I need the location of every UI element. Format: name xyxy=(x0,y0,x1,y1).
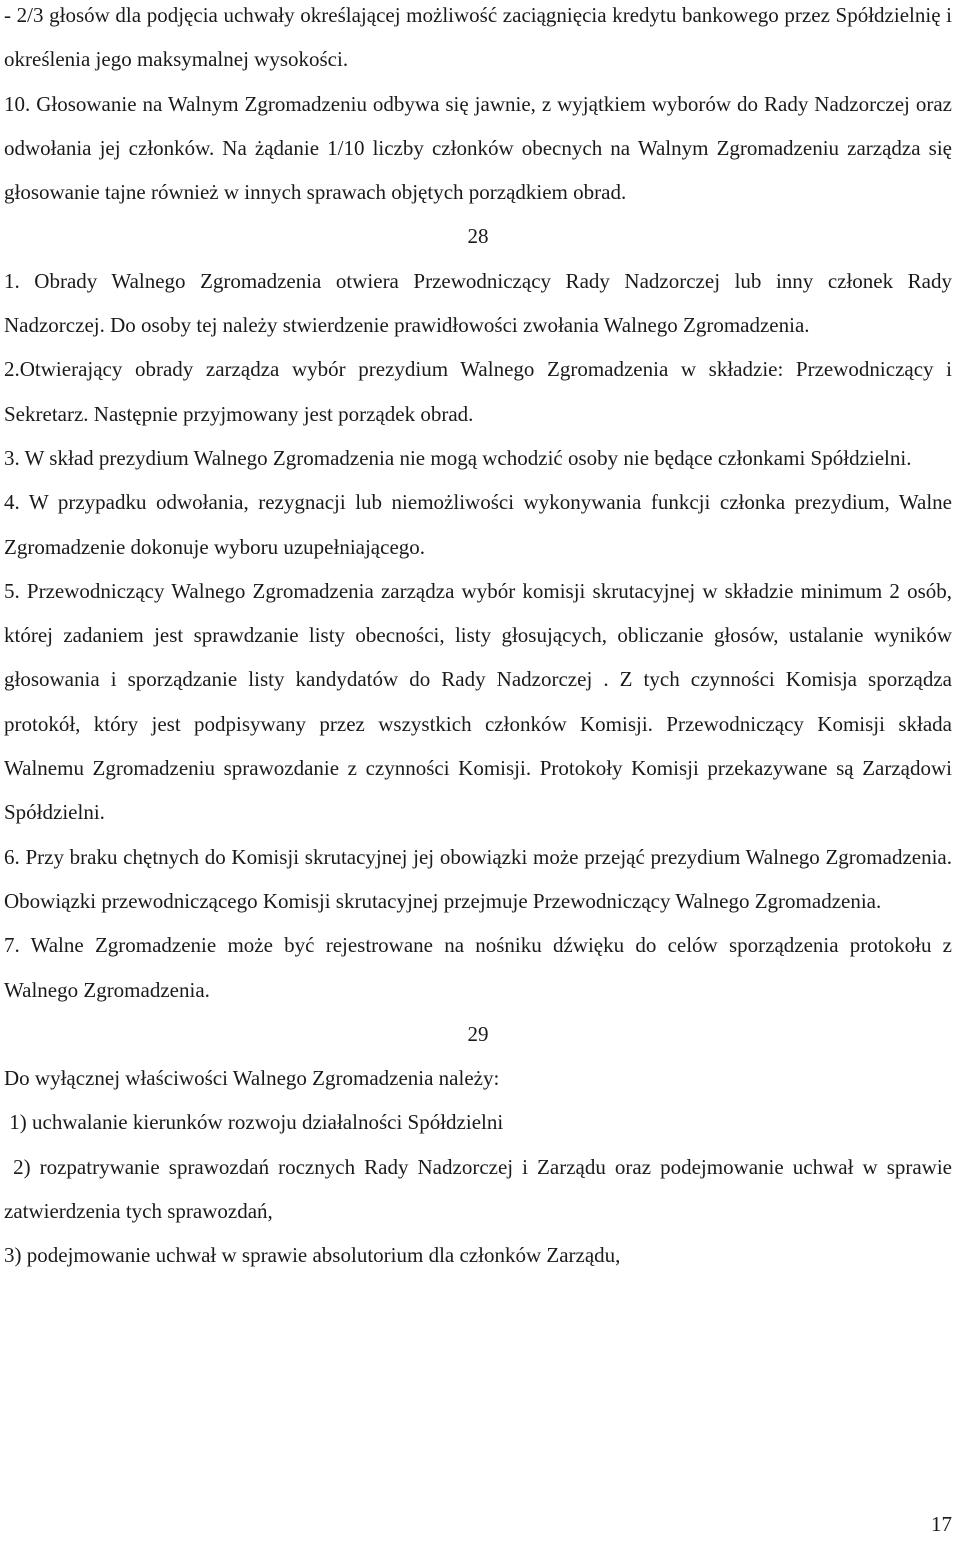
paragraph-10-voting: 10. Głosowanie na Walnym Zgromadzeniu odbywa się jawnie, z wyjątkiem wyborów do Rady Nadzorczej oraz odwołania jej członków. Na żądanie 1/10 liczby członków obecnych na Walnym Zgromadzeniu zarządza się głosowanie tajne również w innych sprawach objętych porządkiem obrad. xyxy=(4,91,952,205)
paragraph-2-3-votes: - 2/3 głosów dla podjęcia uchwały określającej możliwość zaciągnięcia kredytu bankowego przez Spółdzielnię i określenia jego maksymalnej wysokości. xyxy=(4,3,952,72)
list-item-29-1: 1) uchwalanie kierunków rozwoju działalności Spółdzielni xyxy=(4,1110,504,1135)
document-body xyxy=(4,0,958,1278)
paragraph-28-5: 5. Przewodniczący Walnego Zgromadzenia zarządza wybór komisji skrutacyjnej w składzie minimum 2 osób, której zadaniem jest sprawdzanie listy obecności, listy głosujących, obliczanie głosów, ustalanie wyników głosowania i sporządzanie listy kandydatów do Rady Nadzorczej . Z tych czynności Komisja sporządza protokół, który jest podpisywany przez wszystkich członków Komisji. Przewodniczący Komisji składa Walnemu Zgromadzeniu sprawozdanie z czynności Komisji. Protokoły Komisji przekazywane są Zarządowi Spółdzielni. xyxy=(4,578,952,825)
list-item-29-3: 3) podejmowanie uchwał w sprawie absolutorium dla członków Zarządu, xyxy=(4,1243,621,1268)
section-heading-28: 28 xyxy=(467,224,489,249)
page-number: 17 xyxy=(931,1512,952,1536)
paragraph-29-intro: Do wyłącznej właściwości Walnego Zgromadzenia należy: xyxy=(4,1066,500,1091)
paragraph-28-7: 7. Walne Zgromadzenie może być rejestrowane na nośniku dźwięku do celów sporządzenia protokołu z Walnego Zgromadzenia. xyxy=(4,933,952,1002)
section-heading-29: 29 xyxy=(467,1021,489,1046)
paragraph-28-4: 4. W przypadku odwołania, rezygnacji lub niemożliwości wykonywania funkcji członka prezydium, Walne Zgromadzenie dokonuje wyboru uzupełniającego. xyxy=(4,490,952,559)
paragraph-28-2: 2.Otwierający obrady zarządza wybór prezydium Walnego Zgromadzenia w składzie: Przewodniczący i Sekretarz. Następnie przyjmowany jest porządek obrad. xyxy=(4,357,952,426)
paragraph-28-1: 1. Obrady Walnego Zgromadzenia otwiera Przewodniczący Rady Nadzorczej lub inny członek Rady Nadzorczej. Do osoby tej należy stwierdzenie prawidłowości zwołania Walnego Zgromadzenia. xyxy=(4,268,952,338)
paragraph-28-6: 6. Przy braku chętnych do Komisji skrutacyjnej jej obowiązki może przejąć prezydium Walnego Zgromadzenia. Obowiązki przewodniczącego Komisji skrutacyjnej przejmuje Przewodniczący Walnego Zgromadzenia. xyxy=(4,844,952,913)
paragraph-28-3: 3. W skład prezydium Walnego Zgromadzenia nie mogą wchodzić osoby nie będące członkami Spółdzielni. xyxy=(4,445,912,470)
list-item-29-2: 2) rozpatrywanie sprawozdań rocznych Rady Nadzorczej i Zarządu oraz podejmowanie uchwał w sprawie zatwierdzenia tych sprawozdań, xyxy=(4,1154,958,1224)
